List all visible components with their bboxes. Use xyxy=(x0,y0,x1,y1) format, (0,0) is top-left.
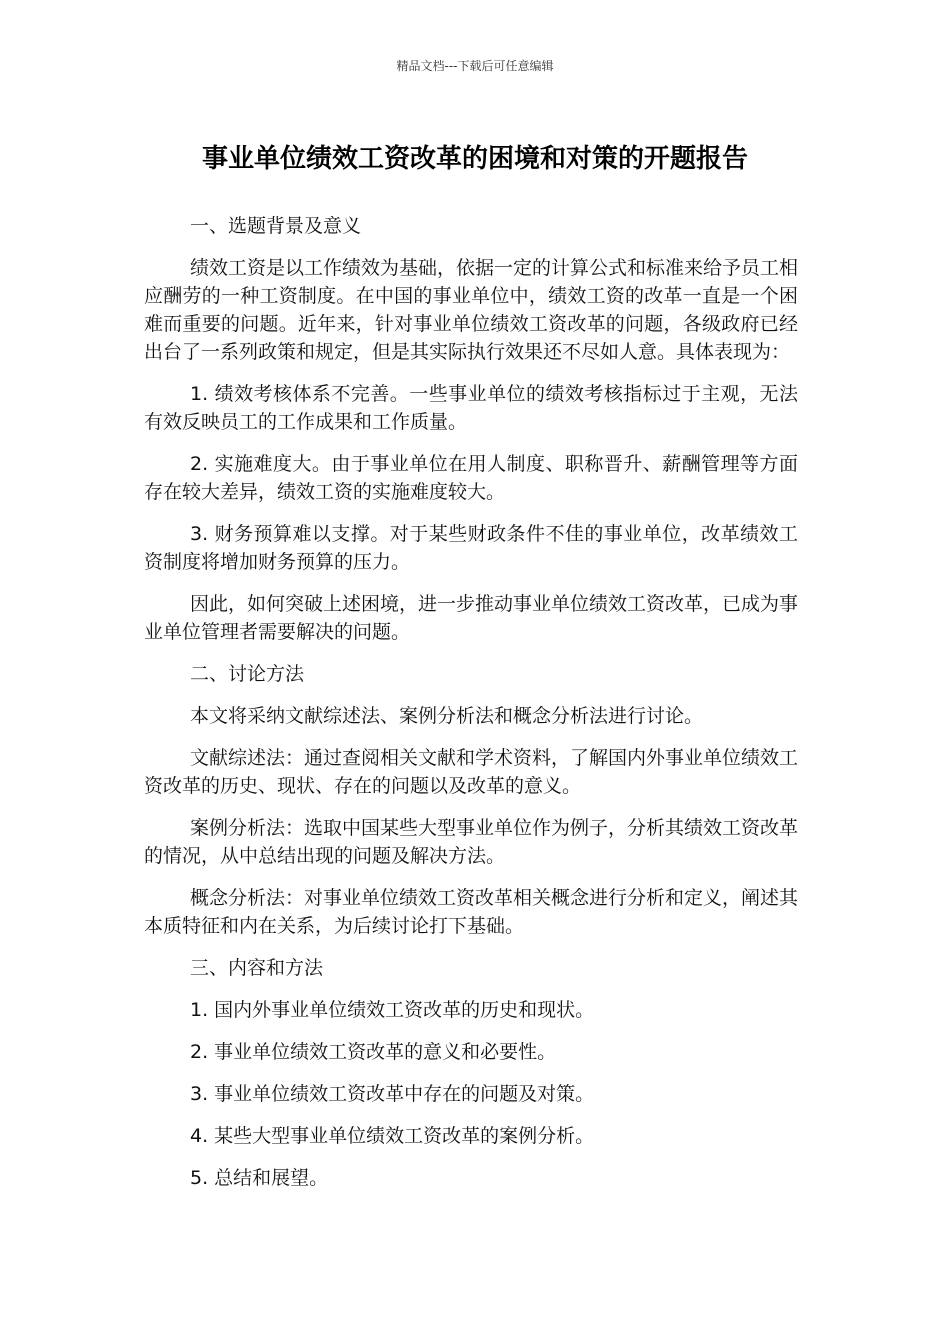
list-item-issue-1: 1. 绩效考核体系不完善。一些事业单位的绩效考核指标过于主观，无法有效反映员工的工作成果和工作质量。 xyxy=(144,383,798,433)
paragraph-conclusion: 因此，如何突破上述困境，进一步推动事业单位绩效工资改革，已成为事业单位管理者需要解决的问题。 xyxy=(144,593,799,643)
document-title: 事业单位绩效工资改革的困境和对策的开题报告 xyxy=(201,144,748,174)
section-heading-content: 三、内容和方法 xyxy=(190,957,324,979)
paragraph-methods-intro: 本文将采纳文献综述法、案例分析法和概念分析法进行讨论。 xyxy=(190,705,704,727)
section-heading-methods: 二、讨论方法 xyxy=(190,663,305,685)
list-item-issue-2: 2. 实施难度大。由于事业单位在用人制度、职称晋升、薪酬管理等方面存在较大差异，绩效工资的实施难度较大。 xyxy=(144,453,798,503)
list-item-content-4: 4. 某些大型事业单位绩效工资改革的案例分析。 xyxy=(190,1125,595,1147)
paragraph-concept-analysis: 概念分析法：对事业单位绩效工资改革相关概念进行分析和定义，阐述其本质特征和内在关系，为后续讨论打下基础。 xyxy=(144,887,799,937)
list-item-content-2: 2. 事业单位绩效工资改革的意义和必要性。 xyxy=(190,1041,557,1063)
paragraph-case-analysis: 案例分析法：选取中国某些大型事业单位作为例子，分析其绩效工资改革的情况，从中总结出现的问题及解决方法。 xyxy=(144,817,799,867)
list-item-content-5: 5. 总结和展望。 xyxy=(190,1167,329,1189)
list-item-content-1: 1. 国内外事业单位绩效工资改革的历史和现状。 xyxy=(190,999,595,1021)
paragraph-background: 绩效工资是以工作绩效为基础，依据一定的计算公式和标准来给予员工相应酬劳的一种工资制度。在中国的事业单位中，绩效工资的改革一直是一个困难而重要的问题。近年来，针对事业单位绩效工资改革的问题，各级政府已经出台了一系列政策和规定，但是其实际执行效果还不尽如人意。具体表现为： xyxy=(144,257,799,363)
list-item-content-3: 3. 事业单位绩效工资改革中存在的问题及对策。 xyxy=(190,1083,595,1105)
list-item-issue-3: 3. 财务预算难以支撑。对于某些财政条件不佳的事业单位，改革绩效工资制度将增加财务预算的压力。 xyxy=(144,523,798,573)
paragraph-literature-review: 文献综述法：通过查阅相关文献和学术资料，了解国内外事业单位绩效工资改革的历史、现状、存在的问题以及改革的意义。 xyxy=(144,747,799,797)
page-header: 精品文档---下载后可任意编辑 xyxy=(396,59,554,73)
document-body xyxy=(144,212,798,1206)
section-heading-background: 一、选题背景及意义 xyxy=(190,215,362,237)
